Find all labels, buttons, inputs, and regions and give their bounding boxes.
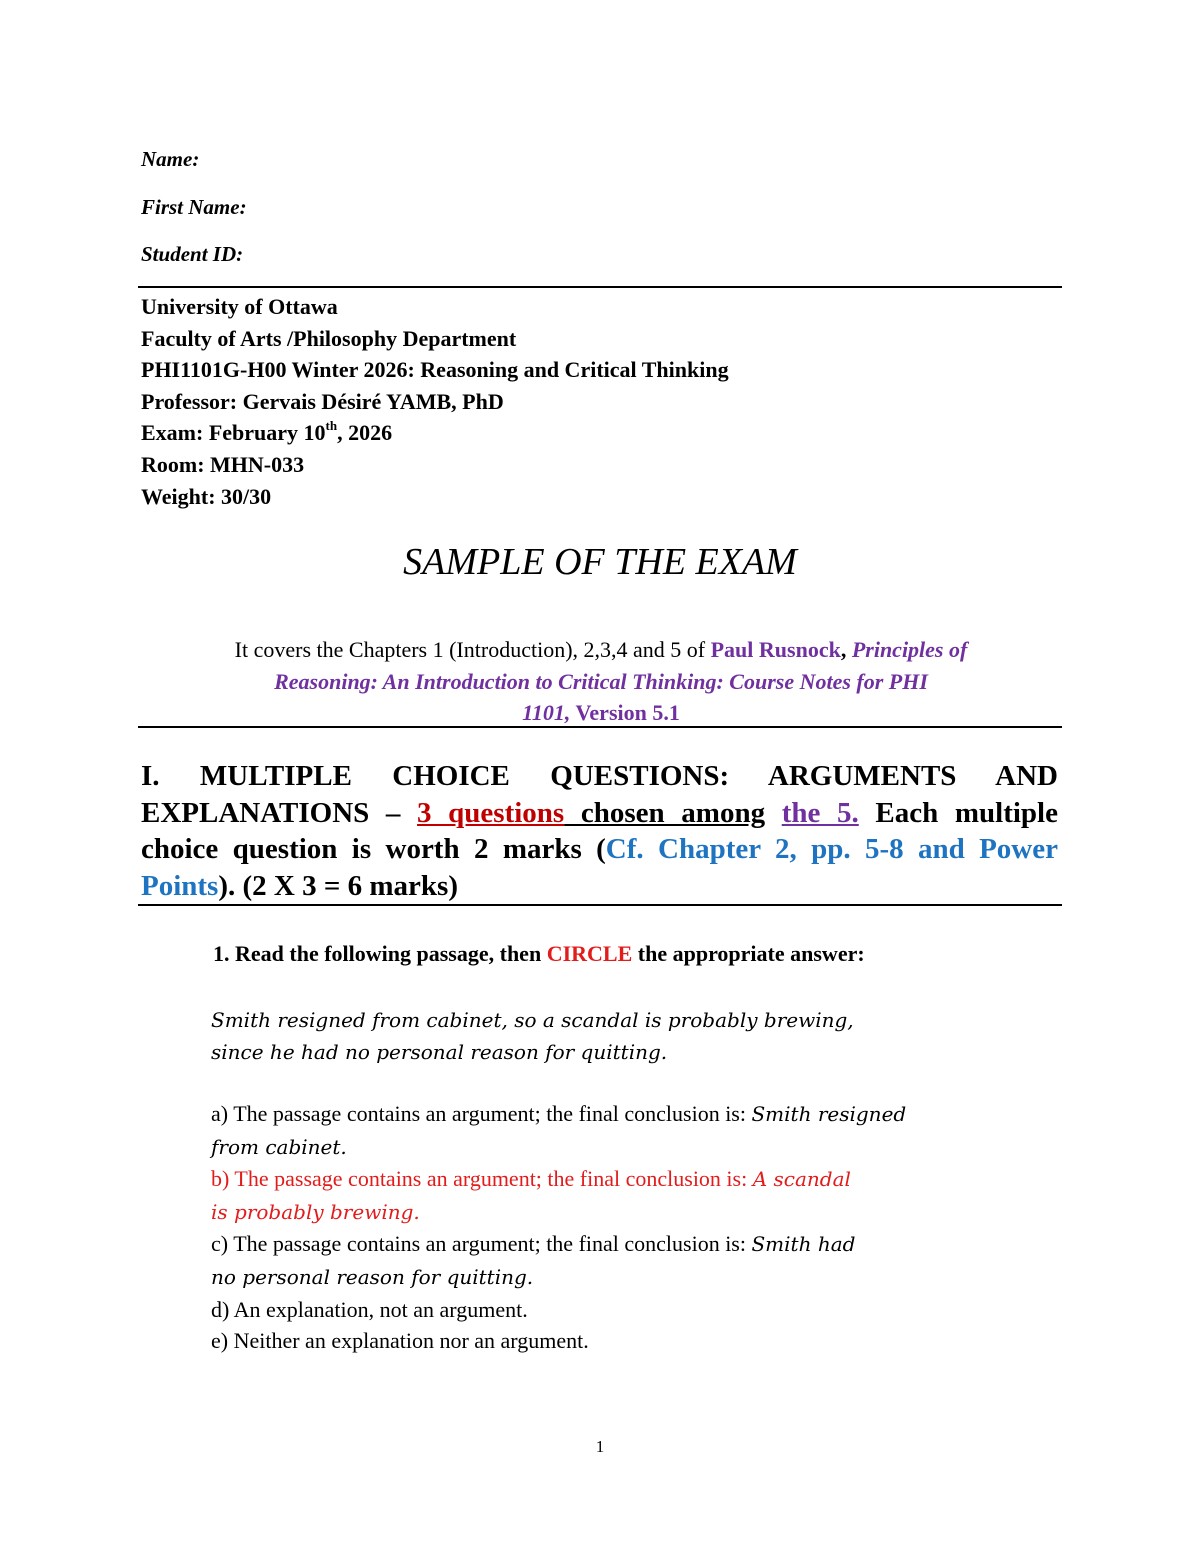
faculty-line: Faculty of Arts /Philosophy Department — [141, 325, 517, 351]
section-chosen: chosen among — [564, 796, 766, 829]
exam-date-sup: th — [325, 418, 338, 434]
passage-line-2: since he had no personal reason for quitting. — [211, 1039, 668, 1064]
question-1-prompt — [213, 941, 865, 967]
chapter-reference: Cf. Chapter 2, pp. 5-8 and Power Points — [141, 833, 1058, 902]
coverage-text: It covers the Chapters 1 (Introduction), 2,3,4 and 5 of — [234, 637, 711, 662]
option-a-conclusion-1: Smith resigned — [751, 1102, 907, 1126]
coverage-divider — [138, 726, 1062, 728]
option-a-text: a) The passage contains an argument; the final conclusion is: — [211, 1101, 752, 1126]
option-c-conclusion-1: Smith had — [751, 1232, 856, 1257]
section-divider — [138, 904, 1062, 906]
circle-keyword: CIRCLE — [546, 941, 633, 966]
coverage-note — [140, 634, 1062, 729]
option-b-text: b) The passage contains an argument; the final conclusion is: — [211, 1166, 753, 1192]
book-title-2: Reasoning: An Introduction to Critical Thinking: Course Notes for PHI — [274, 668, 928, 694]
book-title-3: 1101, — [522, 700, 571, 725]
option-d[interactable]: d) An explanation, not an argument. — [211, 1296, 528, 1322]
name-label: Name: — [141, 147, 200, 171]
exam-date-year: , 2026 — [337, 420, 393, 446]
option-a[interactable] — [211, 1098, 906, 1131]
option-b-conclusion-2: is probably brewing. — [211, 1199, 420, 1224]
coverage-comma: , — [840, 637, 852, 662]
option-b-conclusion-1: A scandal — [752, 1167, 851, 1192]
exam-date-line — [141, 417, 729, 449]
professor-line: Professor: Gervais Désiré YAMB, PhD — [141, 388, 504, 414]
university-line: University of Ottawa — [141, 294, 338, 319]
page-number: 1 — [595, 1437, 605, 1456]
room-line: Room: MHN-033 — [141, 451, 305, 477]
option-c-text: c) The passage contains an argument; the final conclusion is: — [211, 1231, 752, 1257]
question-count: 3 questions — [417, 796, 565, 829]
student-id-label: Student ID: — [141, 242, 244, 266]
option-b[interactable] — [211, 1163, 906, 1196]
book-version: Version 5.1 — [570, 700, 680, 725]
prompt-text: 1. Read the following passage, then — [213, 941, 547, 966]
option-e[interactable]: e) Neither an explanation nor an argument. — [211, 1328, 589, 1354]
exam-title: SAMPLE OF THE EXAM — [403, 541, 797, 583]
first-name-label: First Name: — [141, 195, 247, 219]
answer-options — [211, 1098, 906, 1357]
section-title: I. MULTIPLE CHOICE QUESTIONS: ARGUMENTS AND EXPLANATIONS – — [141, 760, 1058, 829]
course-line: PHI1101G-H00 Winter 2026: Reasoning and Critical Thinking — [141, 357, 729, 383]
weight-line: Weight: 30/30 — [141, 483, 272, 509]
question-pool: the 5. — [781, 796, 859, 829]
section-marks: ). (2 X 3 = 6 marks) — [218, 869, 458, 902]
book-title-1: Principles of — [851, 637, 968, 662]
author-name: Paul Rusnock — [710, 637, 841, 662]
header-divider — [138, 286, 1062, 288]
section-space — [765, 797, 782, 829]
question-passage — [211, 1005, 854, 1068]
option-c-conclusion-2: no personal reason for quitting. — [211, 1264, 534, 1289]
prompt-suffix: the appropriate answer: — [632, 941, 865, 966]
exam-date-text: Exam: February 10 — [141, 420, 326, 446]
course-info — [141, 291, 729, 512]
section-heading — [141, 758, 1058, 904]
passage-line-1: Smith resigned from cabinet, so a scandal is probably brewing, — [211, 1008, 854, 1032]
option-c[interactable] — [211, 1228, 906, 1261]
option-a-conclusion-2: from cabinet. — [211, 1134, 347, 1159]
section-worth: Each multiple choice question is worth 2 marks ( — [141, 796, 1058, 865]
